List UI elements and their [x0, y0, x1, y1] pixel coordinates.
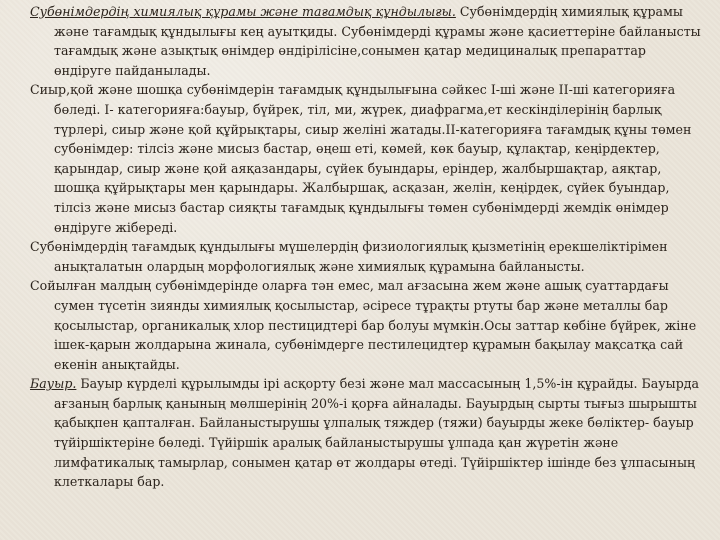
section-heading-liver: Бауыр.	[30, 376, 77, 392]
paragraph-harmful-compounds	[30, 276, 702, 374]
paragraph-nutritional-value	[30, 237, 702, 276]
slide-body-text	[30, 2, 702, 492]
paragraph-categories	[30, 80, 702, 237]
paragraph-liver	[30, 374, 702, 492]
section-heading-chemical-composition: Субөнімдердің химиялық құрамы және тағамдық құндылығы.	[30, 4, 456, 19]
paragraph-text: Сойылған малдың субөнімдерінде оларға тән емес, мал ағзасына жем және ашық суаттардағы сумен түсетін зиянды химиялық қосылыстар, әсіресе тұрақты ртуты бар және металлы бар қосылыстар, органикалық хлор пестицидтері бар болуы мүмкін.Осы заттар көбіне бүйрек, жіне ішек-қарын жолдарына жинала, субөнімдерге пестилецидтер құрамын бақылау мақсатқа сай екенін анықтайды.	[30, 278, 697, 372]
paragraph-chemical-composition	[30, 2, 702, 80]
paragraph-text: Субөнімдердің химиялық құрамы және тағамдық құндылығы кең ауытқиды. Субөнімдерді құрамы және қасиеттеріне байланысты тағамдық және азықтық өнімдер өндірілісіне,сонымен қатар медициналық препараттар өндіруге пайданылады.	[54, 4, 701, 78]
paragraph-text: Субөнімдердің тағамдық құндылығы мүшелердің физиологиялық қызметінің ерекшеліктірімен анықталатын олардың морфологиялық және химиялық құрамына байланысты.	[30, 239, 668, 274]
paragraph-text: Бауыр күрделі құрылымды ірі асқорту безі және мал массасының 1,5%-ін құрайды. Бауырда ағзаның барлық қанының мөлшерінің 20%-і қорға айналады. Бауырдың сырты тығыз шырышты қабықпен қапталған. Байланыстырушы ұлпалық тяждер (тяжи) бауырды жеке бөліктер- бауыр түйіршіктеріне бөледі. Түйіршік аралық байланыстырушы ұлпада қан жүретін және лимфатикалық тамырлар, сонымен қатар өт жолдары өтеді. Түйіршіктер ішінде без ұлпасының клеткалары бар.	[54, 376, 700, 490]
paragraph-text: Сиыр,қой және шошқа субөнімдерін тағамдық құндылығына сәйкес І-ші және ІІ-ші категорияға бөледі. І- категорияға:бауыр, бүйрек, тіл, ми, жүрек, диафрагма,ет кескінділерінің барлық түрлері, сиыр және қой құйрықтары, сиыр желіні жатады.ІІ-категорияға тағамдық құны төмен субөнімдер: тілсіз және мисыз бастар, өңеш еті, көмей, көк бауыр, құлақтар, кеңірдектер, қарындар, сиыр және қой аяқазандары, сүйек буындары, еріндер, жалбыршақтар, аяқтар, шошқа құйрықтары мен қарындары. Жалбыршақ, асқазан, желін, кеңірдек, сүйек буындар, тілсіз және мисыз бастар сияқты тағамдық құндылығы төмен субөнімдерді жемдік өнімдер өндіруге жібереді.	[30, 82, 692, 235]
